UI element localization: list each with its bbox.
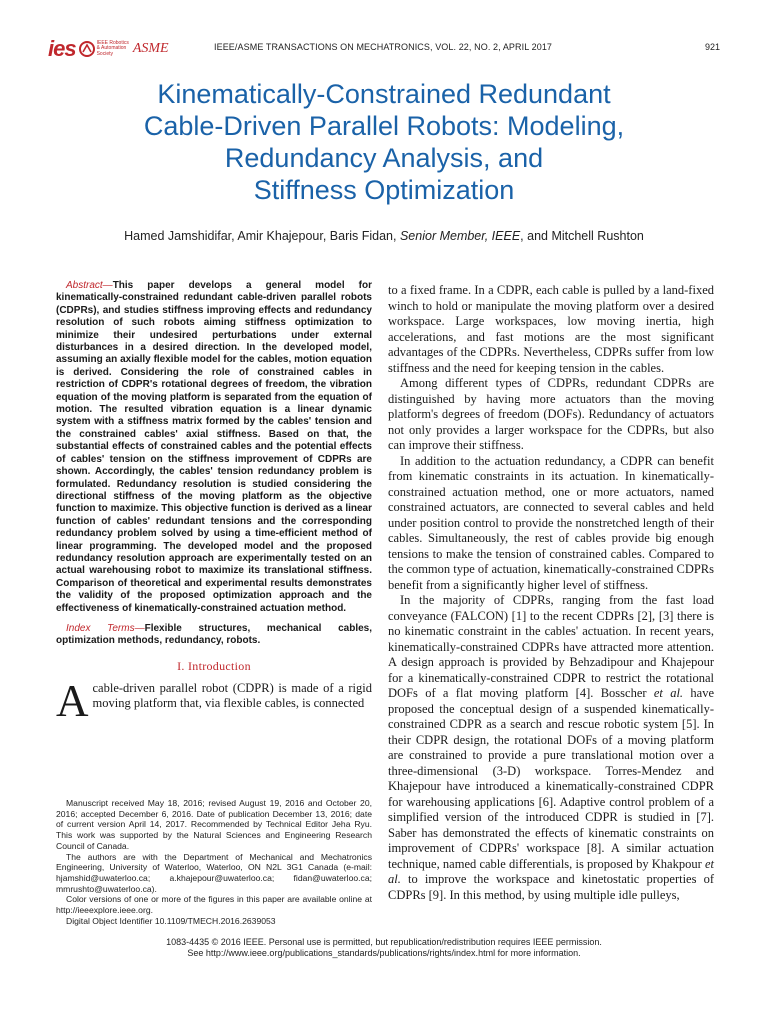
index-terms-text: Flexible structures, mechanical cables, optimization methods, redundancy, robots. <box>56 622 373 647</box>
body-p4-part-b: have proposed the conceptual design of a suspended kinematically-constrained CDPR as a search and rescue robotic system [5]. In their CDPR design, the rotational DOFs of a moving platform are constrained to provide a pure translational motion over a three-dimensional (3-D) workspace. Torres-Mendez and Khajepour have introduced a kinematically-constrained CDPR for warehousing applications [6]. Adaptive control problem of a simplified version of the introduced CDPR is studied in [7]. Saber has demonstrated the effects of kinematic constraints on improvement of CDPRs' workspace [8]. A similar actuation technique, named cable differentials, is proposed by Khakpour <box>388 686 714 871</box>
copyright-line: 1083-4435 © 2016 IEEE. Personal use is permitted, but republication/redistribution requires IEEE permission. <box>166 937 602 947</box>
index-terms <box>56 623 372 648</box>
journal-running-head: IEEE/ASME TRANSACTIONS ON MECHATRONICS, VOL. 22, NO. 2, APRIL 2017 <box>214 42 553 52</box>
intro-paragraph <box>56 675 372 726</box>
footnote-manuscript: Manuscript received May 18, 2016; revised August 19, 2016 and October 20, 2016; accepted December 6, 2016. Date of publication December 13, 2016; date of current version April 14, 2017. Recommended by Technical Editor Jeha Ryu. This work was supported by the Natural Sciences and Engineering Research Council of Canada. <box>56 798 372 851</box>
body-paragraph-2: Among different types of CDPRs, redundant CDPRs are distinguished by having more actuators than the moving platform's degrees of freedom (DOFs). Redundancy of actuators not only provides a larger workspace for the CDPRs, but also can improve their stiffness. <box>388 376 714 452</box>
title-line-3: Redundancy Analysis, and <box>224 143 544 173</box>
paper-title <box>60 78 708 206</box>
section-heading-introduction: I. Introduction <box>177 658 251 673</box>
abstract <box>56 280 372 615</box>
footnote-doi: Digital Object Identifier 10.1109/TMECH.2016.2639053 <box>66 915 276 926</box>
body-p4-etal-2: et al. <box>388 856 714 886</box>
footnote-affiliation: The authors are with the Department of Mechanical and Mechatronics Engineering, University of Waterloo, Waterloo, ON N2L 3G1 Canada (e-mail: hjamshid@uwaterloo.ca; a.khajepour@uwaterloo.ca; fidan@uwaterloo.ca; mmrushto@uwaterloo.ca). <box>56 851 372 894</box>
author-membership: Senior Member, IEEE <box>399 229 521 243</box>
drop-cap: A <box>56 675 89 726</box>
ras-logo-text <box>97 41 129 58</box>
index-terms-label: Index Terms— <box>66 622 145 634</box>
body-paragraph-3: In addition to the actuation redundancy, a CDPR can benefit from kinematic constraints in its actuation. In kinematically-constrained actuation method, one or more actuators, named constrained actuators, are connected to several cables and held under position control to provide the nonstretched length of their cables. Simultaneously, the rest of cables provide big enough tensions to make the tension of constrained cables. Compared to the common type of actuation, kinematically-constrained CDPRs benefit from a significantly higher level of stiffness. <box>388 453 714 592</box>
footnote-color-versions: Color versions of one or more of the figures in this paper are available online at http://ieeexplore.ieee.org. <box>56 894 372 916</box>
asme-logo: ASME <box>132 41 169 56</box>
page-number: 921 <box>704 42 720 52</box>
ras-line-3: Society <box>96 50 113 57</box>
body-paragraph-1: to a fixed frame. In a CDPR, each cable is pulled by a land-fixed winch to hold or manipulate the moving platform over a desired workspace. Large workspaces, low moving inertia, high accelerations, and fast motions are the most significant advantages of the CDPRs. Nevertheless, CDPRs suffer from low stiffness and the need for keeping tension in the cables. <box>388 283 714 375</box>
body-paragraph-4 <box>388 593 714 903</box>
abstract-label: Abstract— <box>66 280 113 291</box>
ras-logo <box>79 41 129 58</box>
right-column <box>388 283 714 903</box>
body-p4-part-a: In the majority of CDPRs, ranging from the fast load conveyance (FALCON) [1] to the recent CDPRs [2], [3] there is no kinematic constraint in the cables' actuation. In recent years, kinematically-constrained CDPRs have attracted more attention. A design approach is provided by Behzadipour and Khajepour for a kinematically-constrained CDPR to restrict the rotational DOFs of a flat moving platform [4]. Bosscher <box>388 593 714 700</box>
page-header <box>48 36 720 62</box>
left-column <box>56 280 373 726</box>
ies-logo: ies <box>48 36 76 61</box>
publisher-logos <box>48 36 169 62</box>
rights-link-line: See http://www.ieee.org/publications_standards/publications/rights/index.html for more information. <box>187 948 581 958</box>
ras-emblem-icon <box>79 41 95 57</box>
abstract-text: This paper develops a general model for kinematically-constrained redundant cable-driven parallel robots (CDPRs), and studies stiffness improving effects and redundancy resolution of such robots aiming stiffness optimization to minimize their undesired perturbations under external disturbances in a desired direction. In the developed model, assuming an axially flexible model for the cables, motion equation is derived. Considering the role of constrained cables in restriction of CDPR's rotational degrees of freedom, the vibration equation of the moving platform is separated from the equation of motion. The resulted vibration equation is a linear dynamic system with a stiffness matrix formed by the cables' tension and the constrained cables' axial stiffness. Based on that, the substantial effects of constrained cables and the potential effects of cables' tension on the stiffness improvement of CDPRs are shown. Accordingly, the cables' tension redundancy problem is formulated. Redundancy resolution is studied considering the directional stiffness of the moving platform as the objective function to maximize. This objective function is derived as a linear function of cables' redundant tensions and the corresponding redundancy problem solved by using a time-efficient method of linear programming. The developed model and the proposed redundancy resolution approach are experimentally tested on an actual warehousing robot to maximize its translational stiffness. Comparison of theoretical and experimental results demonstrates the validity of the proposed optimization approach and the effectiveness of kinematically-constrained actuation method. <box>56 280 372 614</box>
title-line-2: Cable-Driven Parallel Robots: Modeling, <box>143 111 625 141</box>
copyright-footer <box>40 937 728 959</box>
ras-line-1: IEEE Robotics <box>96 39 129 46</box>
author-names: Hamed Jamshidifar, Amir Khajepour, Baris Fidan, <box>124 229 397 243</box>
intro-text: cable-driven parallel robot (CDPR) is made of a rigid moving platform that, via flexible cables, is connected <box>92 680 372 711</box>
title-line-4: Stiffness Optimization <box>253 175 515 205</box>
ras-line-2: & Automation <box>96 45 127 52</box>
footnotes <box>56 798 372 926</box>
title-line-1: Kinematically-Constrained Redundant <box>157 79 611 109</box>
body-p4-part-c: to improve the workspace and kinetostatic properties of CDPRs [9]. In this method, by using multiple idle pulleys, <box>388 872 714 902</box>
body-p4-etal-1: et al. <box>653 686 684 700</box>
author-last: , and Mitchell Rushton <box>520 229 644 243</box>
author-list <box>40 229 728 243</box>
